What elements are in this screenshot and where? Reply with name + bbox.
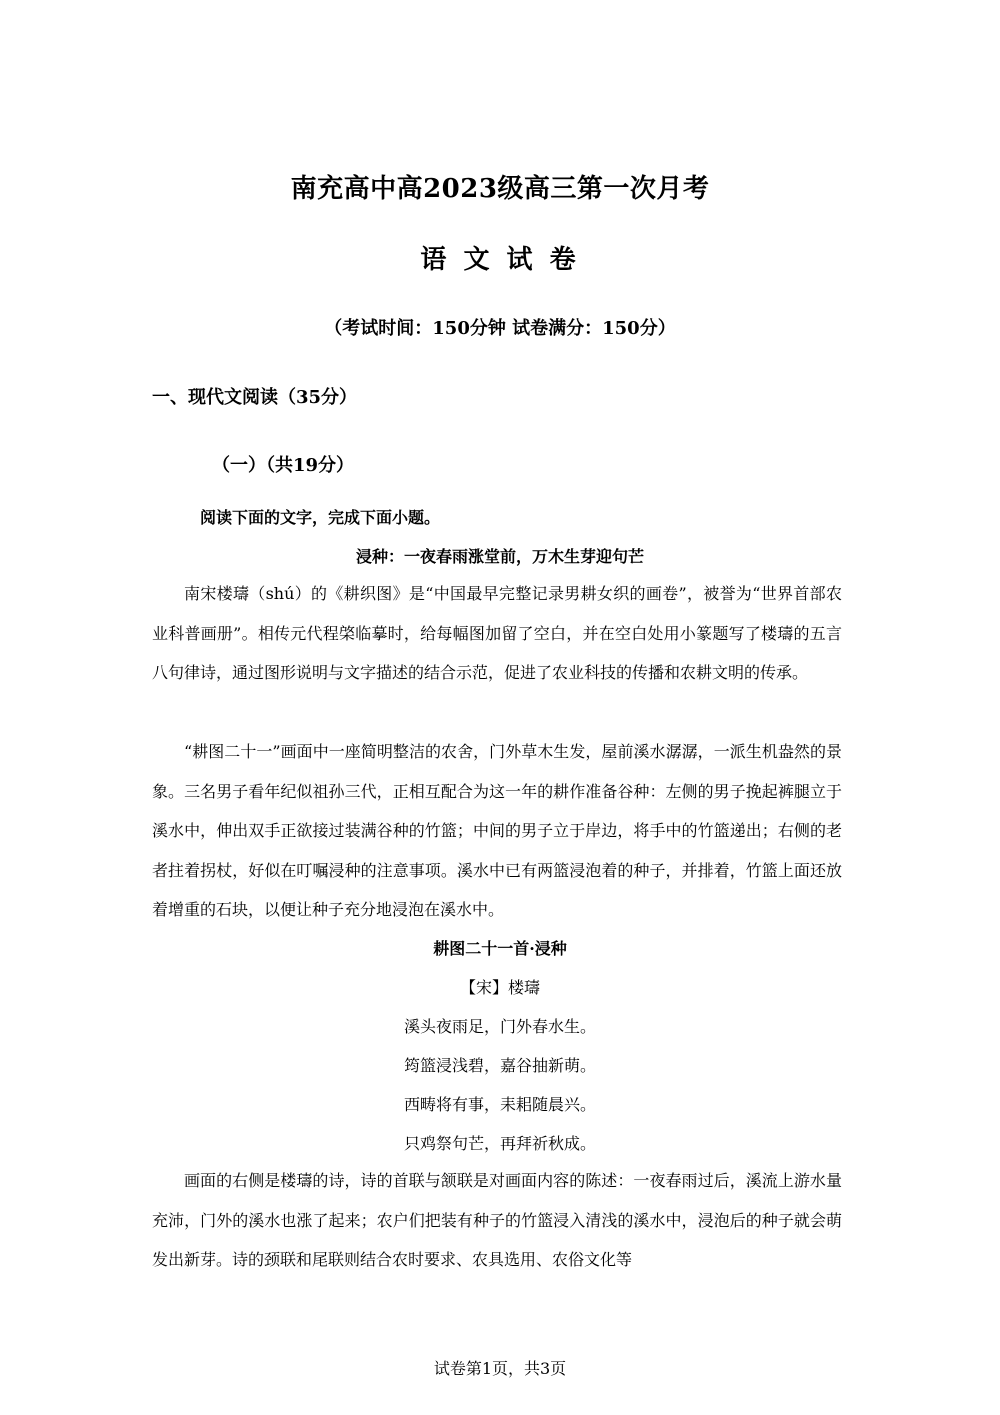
article-paragraph: 画面的右侧是楼璹的诗，诗的首联与颔联是对画面内容的陈述：一夜春雨过后，溪流上游水量充沛，门外的溪水也涨了起来；农户们把装有种子的竹篮浸入清浅的溪水中，浸泡后的种子就会萌发出新芽。诗的颈联和尾联则结合农时要求、农具选用、农俗文化等 (152, 1171, 842, 1269)
reading-instruction: 阅读下面的文字，完成下面小题。 (200, 508, 441, 527)
article-paragraph: 南宋楼璹（shú）的《耕织图》是“中国最早完整记录男耕女织的画卷”，被誉为“世界首部农业科普画册”。相传元代程棨临摹时，给每幅图加留了空白，并在空白处用小篆题写了楼璹的五言八句律诗，通过图形说明与文字描述的结合示范，促进了农业科技的传播和农耕文明的传承。 (152, 584, 842, 682)
poem-line: 筠篮浸浅碧，嘉谷抽新萌。 (403, 1056, 596, 1075)
exam-subtitle: 语 文 试 卷 (420, 245, 580, 275)
poem-line: 西畴将有事，耒耜随晨兴。 (403, 1095, 596, 1114)
subsection-heading: （一）（共19分） (212, 455, 355, 476)
section-heading: 一、现代文阅读（35分） (152, 387, 358, 408)
poem-author: 【宋】楼璹 (459, 978, 540, 997)
article-title: 浸种：一夜春雨涨堂前，万木生芽迎句芒 (355, 547, 644, 566)
article-paragraph: “耕图二十一”画面中一座简明整洁的农舍，门外草木生发，屋前溪水潺潺，一派生机盎然的景象。三名男子看年纪似祖孙三代，正相互配合为这一年的耕作准备谷种：左侧的男子挽起裤腿立于溪水中，伸出双手正欲接过装满谷种的竹篮；中间的男子立于岸边，将手中的竹篮递出；右侧的老者拄着拐杖，好似在叮嘱浸种的注意事项。溪水中已有两篮浸泡着的种子，并排着，竹篮上面还放着增重的石块，以便让种子充分地浸泡在溪水中。 (152, 742, 842, 919)
poem-line: 溪头夜雨足，门外春水生。 (403, 1017, 596, 1036)
exam-title: 南充高中高2023级高三第一次月考 (290, 174, 710, 204)
exam-info: （考试时间：150分钟 试卷满分：150分） (324, 318, 676, 339)
poem-line: 只鸡祭句芒，再拜祈秋成。 (403, 1134, 596, 1153)
page-footer: 试卷第1页，共3页 (433, 1359, 567, 1378)
poem-title: 耕图二十一首·浸种 (433, 939, 567, 958)
